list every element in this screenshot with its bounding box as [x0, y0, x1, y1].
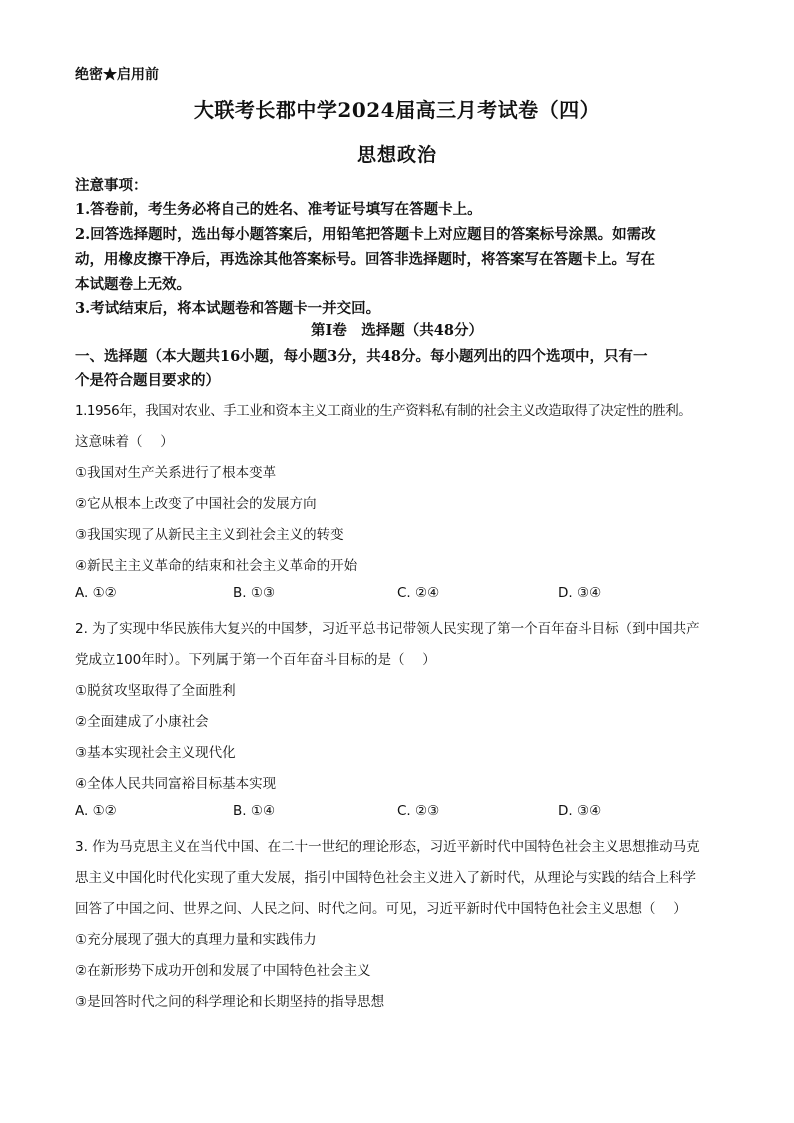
section-desc-line: 个是符合题目要求的）	[75, 372, 220, 389]
question-1-statement: ②它从根本上改变了中国社会的发展方向	[75, 496, 317, 512]
question-2-stem-line: 党成立100年时）。下列属于第一个百年奋斗目标的是（ ）	[75, 652, 436, 668]
question-3-statement: ①充分展现了强大的真理力量和实践伟力	[75, 932, 317, 948]
question-2-choice-c[interactable]: C. ②③	[397, 803, 440, 819]
section-title: 第Ⅰ卷 选择题（共48分）	[311, 322, 483, 339]
question-2-choice-b[interactable]: B. ①④	[233, 803, 276, 819]
subject-title: 思想政治	[356, 144, 437, 166]
question-2-statement: ③基本实现社会主义现代化	[75, 745, 236, 761]
question-2-statement: ②全面建成了小康社会	[75, 714, 209, 730]
question-3-stem-line: 思主义中国化时代化实现了重大发展，指引中国特色社会主义进入了新时代，从理论与实践的结合上科学	[75, 870, 696, 886]
notes-line: 1.答卷前，考生务必将自己的姓名、准考证号填写在答题卡上。	[75, 201, 482, 218]
question-2-choice-a[interactable]: A. ①②	[75, 803, 117, 819]
question-1-choice-b[interactable]: B. ①③	[233, 585, 276, 601]
notes-line: 3.考试结束后，将本试题卷和答题卡一并交回。	[75, 300, 381, 317]
question-2-statement: ④全体人民共同富裕目标基本实现	[75, 776, 277, 792]
question-3-stem-line: 回答了中国之问、世界之问、人民之问、时代之问。可见，习近平新时代中国特色社会主义思想（ ）	[75, 901, 687, 917]
question-2-statement: ①脱贫攻坚取得了全面胜利	[75, 683, 236, 699]
section-desc-line: 一、选择题（本大题共16小题，每小题3分，共48分。每小题列出的四个选项中，只有一	[75, 348, 648, 365]
question-1-choice-d[interactable]: D. ③④	[558, 585, 602, 601]
question-3-stem-line: 3. 作为马克思主义在当代中国、在二十一世纪的理论形态，习近平新时代中国特色社会主义思想推动马克	[75, 839, 700, 855]
exam-title: 大联考长郡中学2024届高三月考试卷（四）	[193, 98, 601, 122]
question-2-stem-line: 2. 为了实现中华民族伟大复兴的中国梦，习近平总书记带领人民实现了第一个百年奋斗目标（到中国共产	[75, 621, 700, 637]
notes-line: 2.回答选择题时，选出每小题答案后，用铅笔把答题卡上对应题目的答案标号涂黑。如需改	[75, 226, 656, 243]
notes-heading: 注意事项：	[75, 177, 148, 194]
question-3-statement: ③是回答时代之问的科学理论和长期坚持的指导思想	[75, 994, 385, 1010]
question-3-statement: ②在新形势下成功开创和发展了中国特色社会主义	[75, 963, 371, 979]
secret-mark: 绝密★启用前	[75, 67, 159, 83]
question-1-statement: ①我国对生产关系进行了根本变革	[75, 465, 277, 481]
question-1-choice-c[interactable]: C. ②④	[397, 585, 440, 601]
question-1-choice-a[interactable]: A. ①②	[75, 585, 117, 601]
notes-line: 本试题卷上无效。	[75, 276, 191, 293]
question-1-statement: ③我国实现了从新民主主义到社会主义的转变	[75, 527, 344, 543]
notes-line: 动，用橡皮擦干净后，再选涂其他答案标号。回答非选择题时，将答案写在答题卡上。写在	[75, 251, 655, 268]
question-2-choice-d[interactable]: D. ③④	[558, 803, 602, 819]
question-1-stem-line: 1.1956年，我国对农业、手工业和资本主义工商业的生产资料私有制的社会主义改造取得了决定性的胜利。	[75, 403, 692, 419]
question-1-statement: ④新民主主义革命的结束和社会主义革命的开始	[75, 558, 358, 574]
question-1-stem-line: 这意味着（ ）	[75, 434, 174, 450]
